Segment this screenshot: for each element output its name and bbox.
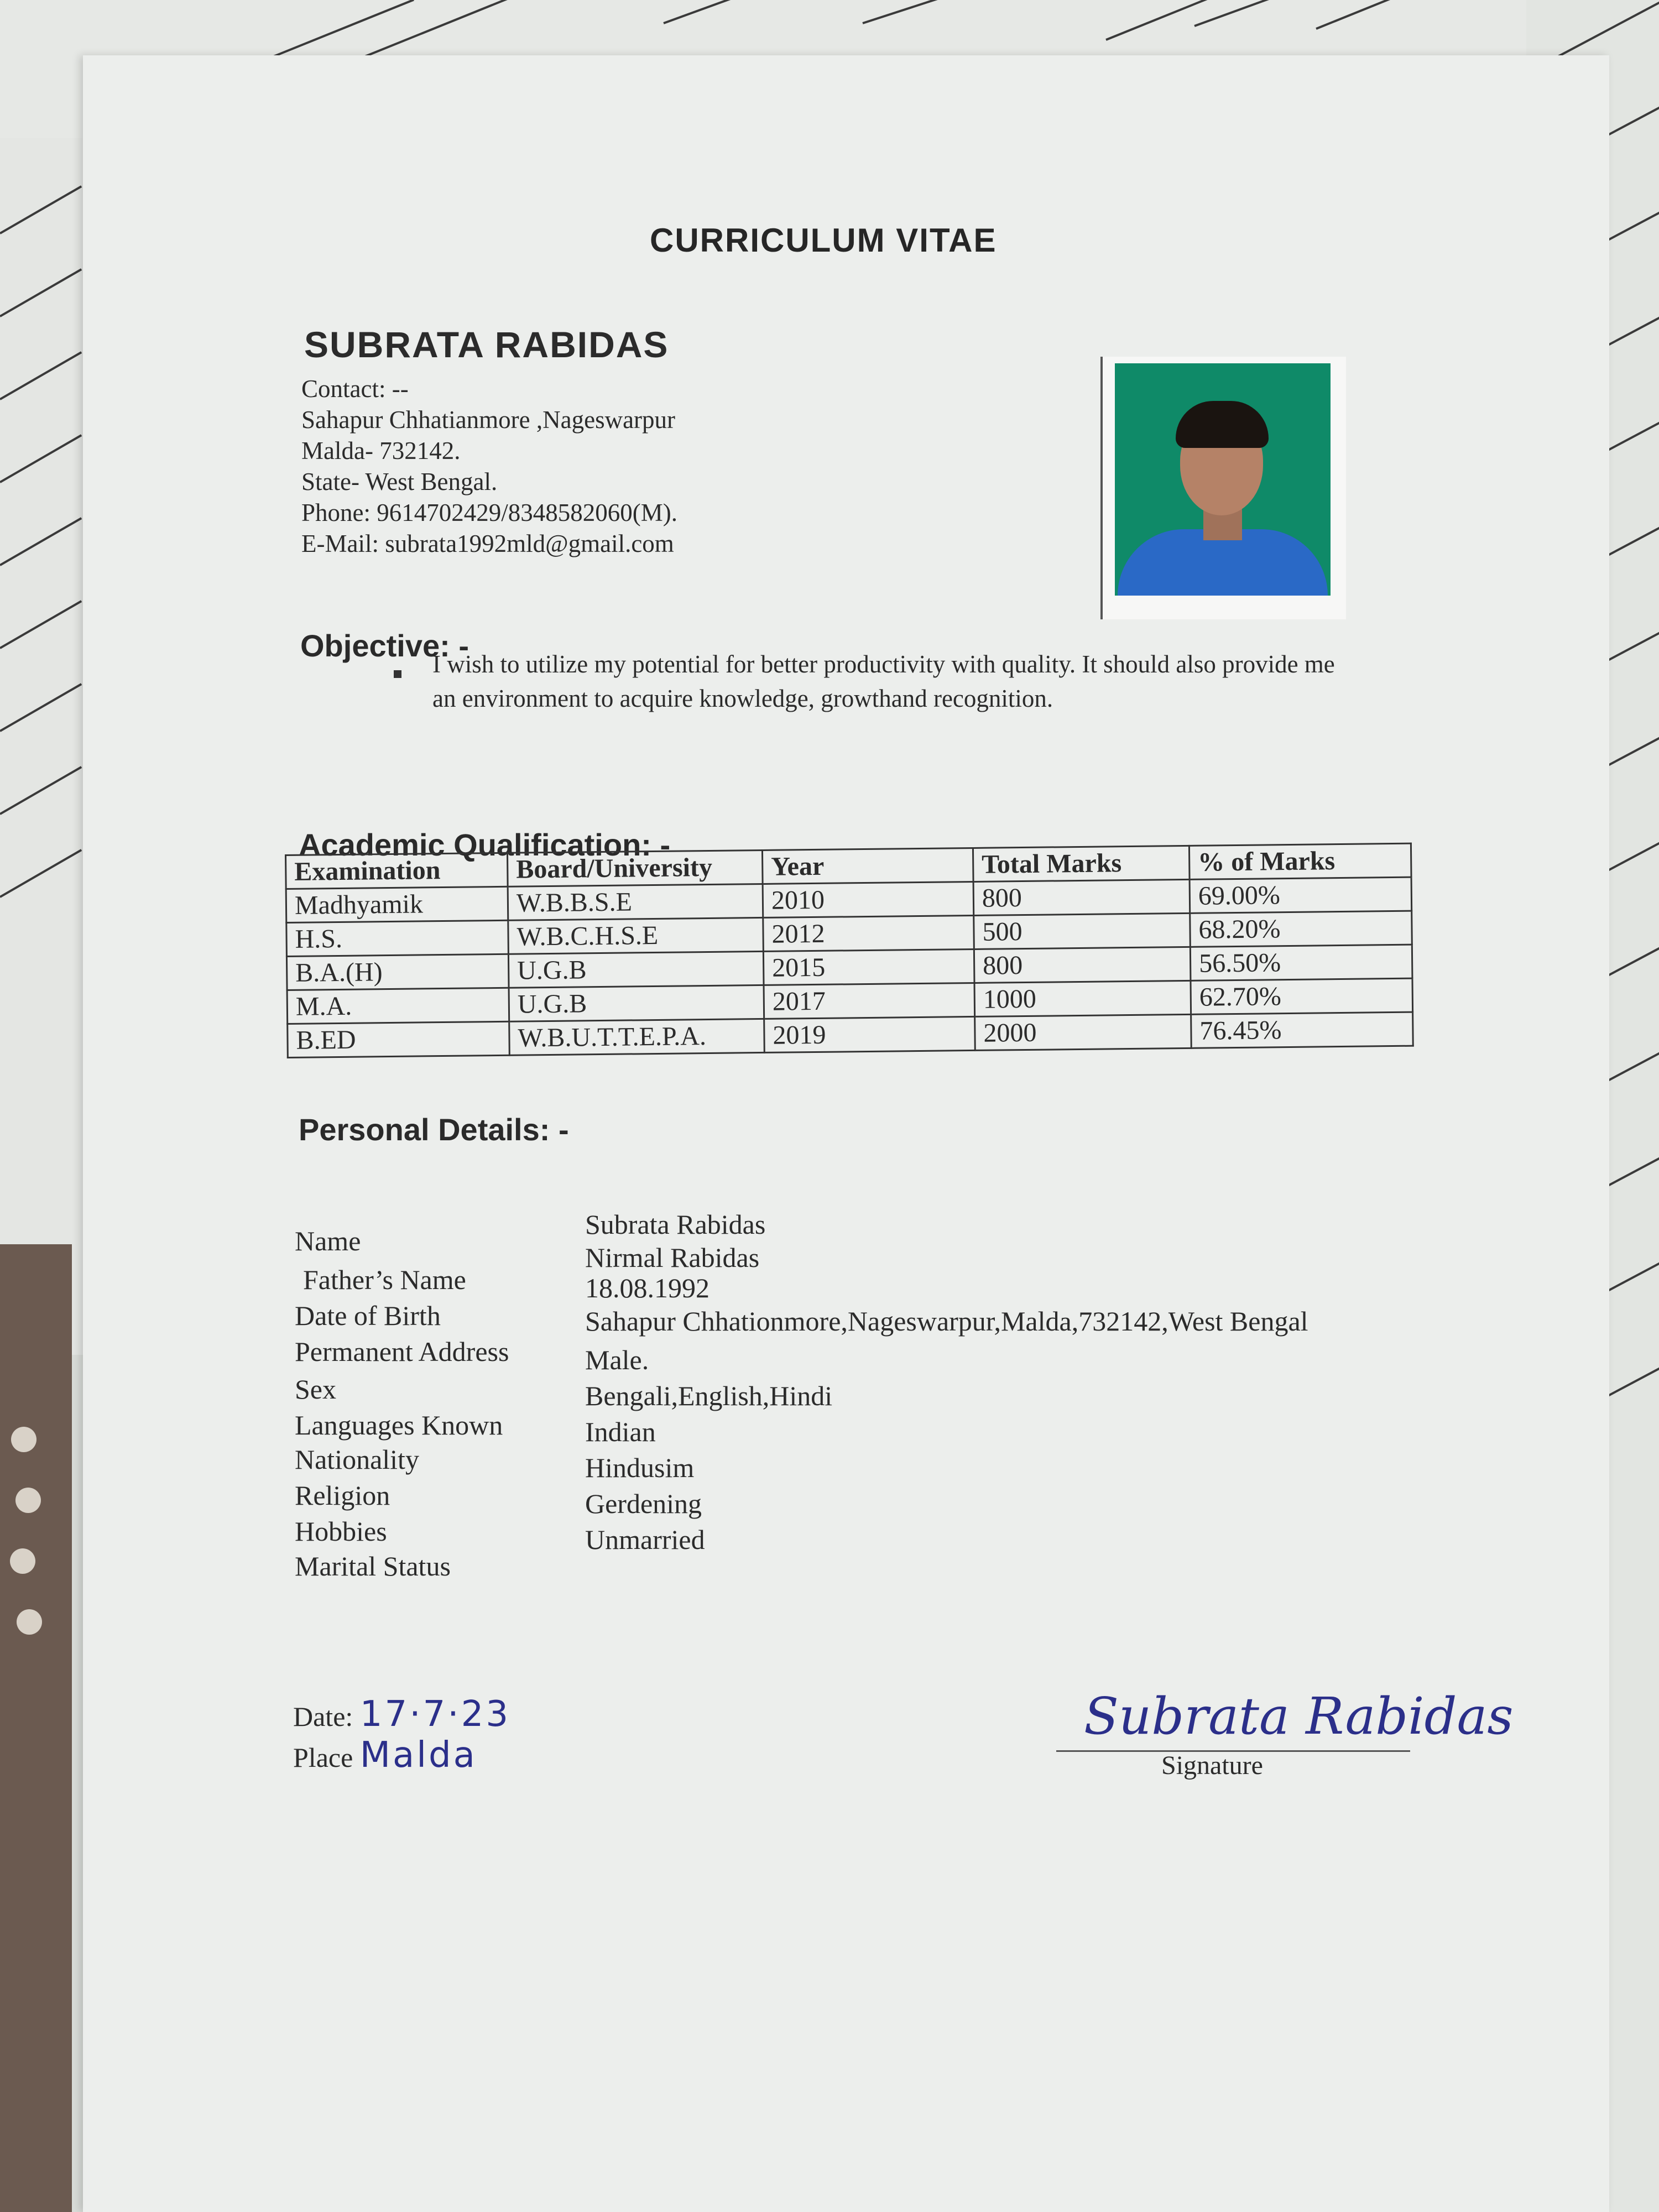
signature-label: Signature xyxy=(1161,1751,1263,1780)
personal-detail-value: Sahapur Chhationmore,Nageswarpur,Malda,732142,West Bengal xyxy=(585,1306,1308,1337)
table-cell: 800 xyxy=(974,947,1191,983)
handwritten-signature: Subrata Rabidas xyxy=(1084,1687,1514,1746)
objective-heading: Objective: - xyxy=(300,628,469,663)
contact-line: Malda- 732142. xyxy=(301,437,461,465)
profile-photo xyxy=(1115,363,1331,596)
table-cell: 2012 xyxy=(763,915,974,951)
signature-area xyxy=(1056,1687,1514,1786)
personal-detail-label: Father’s Name xyxy=(303,1264,466,1295)
personal-detail-value: Hindusim xyxy=(585,1452,695,1483)
table-cell: 2000 xyxy=(975,1014,1192,1050)
table-cell: 62.70% xyxy=(1191,978,1413,1014)
contact-block xyxy=(301,373,677,559)
table-cell: 2010 xyxy=(763,881,974,917)
column-header: Total Marks xyxy=(973,846,1190,881)
cloth-background xyxy=(0,1244,72,2212)
table-cell: 800 xyxy=(973,879,1190,915)
table-cell: U.G.B xyxy=(508,951,764,988)
document-title: CURRICULUM VITAE xyxy=(650,222,997,259)
table-cell: 56.50% xyxy=(1190,945,1412,980)
academic-heading: Academic Qualification: - xyxy=(299,827,671,862)
column-header: Board/University xyxy=(507,850,763,886)
personal-detail-value: Indian xyxy=(585,1416,656,1447)
contact-line: Phone: 9614702429/8348582060(M). xyxy=(301,499,677,526)
contact-line: Sahapur Chhatianmore ,Nageswarpur xyxy=(301,406,676,434)
personal-detail-label: Permanent Address xyxy=(295,1336,509,1367)
personal-detail-label: Marital Status xyxy=(295,1551,451,1582)
table-cell: M.A. xyxy=(287,988,509,1024)
personal-details-heading: Personal Details: - xyxy=(299,1112,569,1147)
table-cell: W.B.C.H.S.E xyxy=(508,917,764,954)
table-cell: W.B.U.T.T.E.P.A. xyxy=(509,1019,765,1055)
personal-detail-label: Hobbies xyxy=(295,1516,387,1547)
candidate-name-heading: SUBRATA RABIDAS xyxy=(304,324,669,365)
personal-detail-value: Nirmal Rabidas xyxy=(585,1242,760,1273)
personal-detail-label: Languages Known xyxy=(295,1410,503,1441)
objective-text: I wish to utilize my potential for better productivity with quality. It should also provide me an environment to acquire knowledge, growthand recognition. xyxy=(432,650,1335,712)
table-cell: U.G.B xyxy=(509,985,764,1021)
personal-detail-label: Religion xyxy=(295,1480,390,1511)
table-cell: 2019 xyxy=(764,1016,975,1052)
table-cell: 1000 xyxy=(974,980,1191,1016)
table-cell: B.ED xyxy=(288,1021,510,1057)
table-cell: 2017 xyxy=(764,983,975,1019)
left-underlying-sheet xyxy=(0,138,94,1355)
place-value: Malda xyxy=(359,1735,477,1776)
table-cell: 500 xyxy=(974,913,1191,949)
table-cell: 69.00% xyxy=(1190,877,1412,913)
place-label: Place xyxy=(293,1742,353,1773)
table-cell: H.S. xyxy=(286,920,509,956)
date-place-block xyxy=(293,1695,510,1777)
profile-photo-frame xyxy=(1100,357,1346,619)
personal-detail-label: Date of Birth xyxy=(295,1300,441,1331)
column-header: % of Marks xyxy=(1189,843,1411,879)
table-cell: W.B.B.S.E xyxy=(508,884,763,920)
personal-detail-value: Male. xyxy=(585,1344,649,1375)
personal-detail-label: Name xyxy=(295,1225,361,1256)
table-cell: 76.45% xyxy=(1191,1012,1413,1048)
table-cell: Madhyamik xyxy=(286,886,508,922)
date-value: 17·7·23 xyxy=(359,1694,511,1735)
column-header: Year xyxy=(762,848,973,884)
bullet-icon xyxy=(394,670,401,678)
contact-line: E-Mail: subrata1992mld@gmail.com xyxy=(301,530,674,557)
personal-detail-value: Bengali,English,Hindi xyxy=(585,1380,833,1411)
personal-detail-label: Nationality xyxy=(295,1444,419,1475)
contact-line: State- West Bengal. xyxy=(301,468,498,495)
personal-detail-value: Unmarried xyxy=(585,1524,705,1555)
personal-detail-value: 18.08.1992 xyxy=(585,1272,709,1303)
date-label: Date: xyxy=(293,1701,353,1732)
table-cell: 2015 xyxy=(763,949,974,985)
personal-detail-value: Subrata Rabidas xyxy=(585,1209,766,1240)
personal-detail-value: Gerdening xyxy=(585,1488,702,1519)
table-cell: 68.20% xyxy=(1190,911,1412,947)
table-cell: B.A.(H) xyxy=(286,954,509,990)
contact-line: Contact: -- xyxy=(301,375,409,403)
academic-table xyxy=(285,843,1414,1058)
personal-detail-label: Sex xyxy=(295,1374,336,1405)
column-header: Examination xyxy=(286,853,508,889)
